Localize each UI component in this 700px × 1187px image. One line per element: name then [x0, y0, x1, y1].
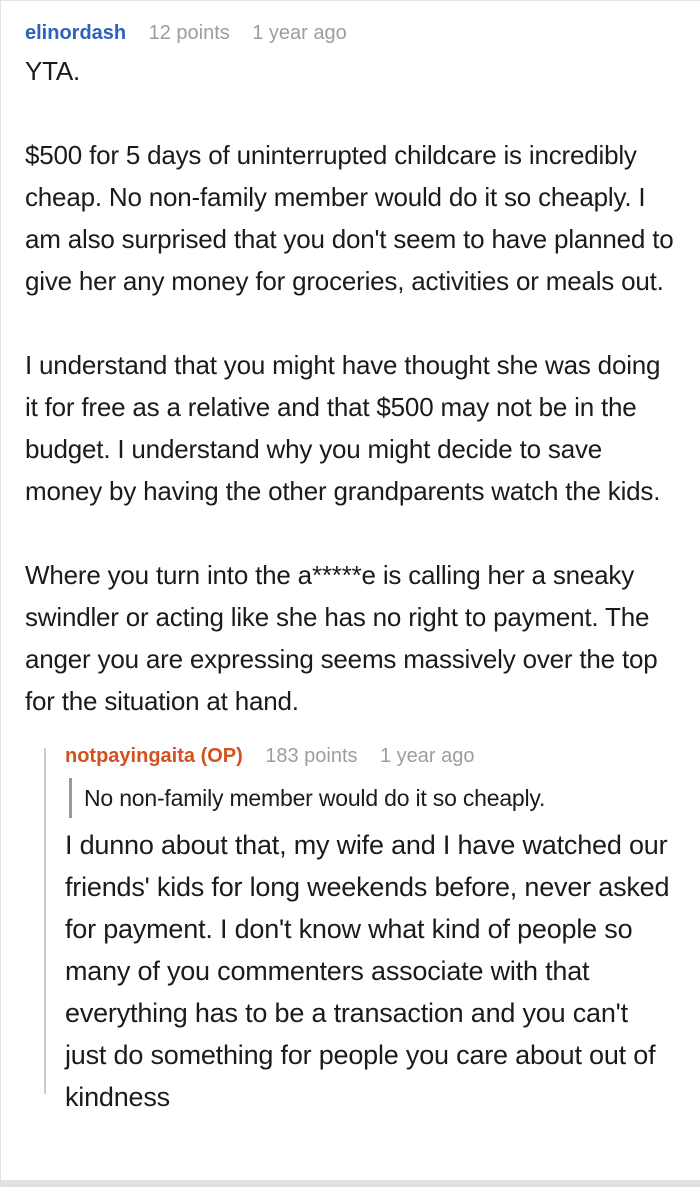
- top-level-comment: [1, 1, 700, 1118]
- comment-paragraph: I understand that you might have thought she was doing it for free as a relative and that $500 may not be in the budget. I understand why you might decide to save money by having the other grandparents watch the kids.: [25, 350, 661, 506]
- reply-author-link[interactable]: notpayingaita (OP): [65, 745, 243, 767]
- reply-points: 183 points: [265, 745, 358, 767]
- comment-paragraph: YTA.: [25, 56, 81, 86]
- comment-author-link[interactable]: elinordash: [25, 22, 127, 44]
- comment-paragraph: Where you turn into the a*****e is calling her a sneaky swindler or acting like she has no right to payment. The anger you are expressing seems massively over the top for the situation at hand.: [25, 560, 658, 716]
- reply-timestamp: 1 year ago: [380, 745, 475, 767]
- reply-comment: [25, 744, 674, 1118]
- reply-body: [65, 824, 674, 1118]
- comment-paragraph: $500 for 5 days of uninterrupted childcare is incredibly cheap. No non-family member would do it so cheaply. I am also surprised that you don't seem to have planned to give her any money for groceries, activities or meals out.: [25, 140, 674, 296]
- reply-header: [65, 744, 674, 770]
- comment-points: 12 points: [148, 22, 230, 44]
- comment-body: [25, 50, 674, 722]
- quoted-text: No non-family member would do it so cheaply.: [69, 778, 674, 818]
- comment-timestamp: 1 year ago: [252, 22, 347, 44]
- thread-line: [44, 748, 46, 1094]
- card-bottom-edge: [1, 1180, 700, 1187]
- comment-header: [25, 21, 674, 47]
- reply-paragraph: I dunno about that, my wife and I have watched our friends' kids for long weekends before, never asked for payment. I don't know what kind of people so many of you commenters associate with that everything has to be a transaction and you can't just do something for people you care about out of kindness: [65, 830, 670, 1112]
